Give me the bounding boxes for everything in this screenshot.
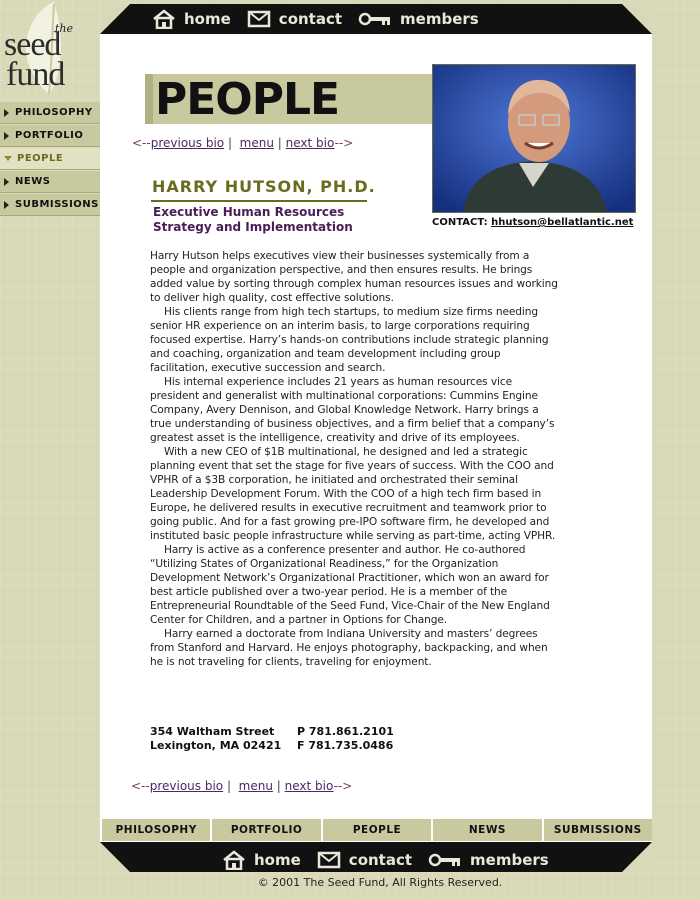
key-icon — [358, 12, 392, 26]
members-label: members — [400, 10, 479, 28]
separator: | — [277, 136, 282, 150]
person-portrait-icon — [433, 65, 635, 212]
bio-paragraph: His internal experience includes 21 years as human resources vice president and generalist with multinational corporations: Cummins Engine Company, Avery Dennison, and Global Knowledge Network. Harry brings a true understanding of business objectives, and a firm belief that a company’s greatest asset is the intelligence, creativity and drive of its employees. — [150, 376, 555, 444]
leftnav-label: NEWS — [15, 176, 51, 187]
bottom-tabs — [102, 819, 652, 841]
envelope-icon — [317, 851, 341, 869]
portrait-photo — [432, 64, 636, 213]
home-label: home — [254, 851, 301, 869]
bottom-members-link[interactable] — [428, 851, 549, 869]
tab-people[interactable]: PEOPLE — [323, 819, 431, 841]
arrow-right-icon — [4, 109, 9, 117]
prev-arrow: <-- — [131, 779, 150, 793]
copyright: © 2001 The Seed Fund, All Rights Reserved. — [257, 876, 503, 889]
bottom-home-link[interactable] — [222, 850, 301, 870]
home-icon — [152, 9, 176, 29]
bio-text — [150, 249, 560, 669]
leftnav-item-news[interactable] — [0, 171, 100, 193]
leftnav-item-people[interactable] — [0, 148, 100, 170]
person-role — [153, 205, 353, 235]
bio-paragraph: His clients range from high tech startups, to medium size firms needing senior HR experience on an interim basis, to large corporations requiring focused expertise. Harry’s hands-on contributions include strategic planning and coaching, organization and team development including group facilitation, executive succession and search. — [150, 306, 549, 374]
key-icon — [428, 853, 462, 867]
contact-label: contact — [348, 851, 413, 869]
address-street: 354 Waltham Street — [150, 725, 275, 738]
next-bio-link[interactable]: next bio — [285, 136, 335, 150]
leftnav-label: PEOPLE — [17, 153, 64, 164]
role-line-2: Strategy and Implementation — [153, 220, 353, 234]
tab-portfolio[interactable]: PORTFOLIO — [212, 819, 320, 841]
logo-fund: fund — [6, 56, 65, 93]
separator: | — [276, 779, 281, 793]
tab-submissions[interactable]: SUBMISSIONS — [544, 819, 652, 841]
left-nav — [0, 102, 100, 217]
tab-news[interactable]: NEWS — [433, 819, 541, 841]
bio-nav-top — [132, 136, 353, 150]
bottom-contact-link[interactable] — [317, 851, 412, 869]
home-label: home — [184, 10, 231, 28]
previous-bio-link[interactable]: previous bio — [150, 136, 225, 150]
logo-the: the — [55, 22, 74, 35]
previous-bio-link[interactable]: previous bio — [149, 779, 224, 793]
arrow-right-icon — [4, 178, 9, 186]
leftnav-label: PHILOSOPHY — [15, 107, 93, 118]
leftnav-item-philosophy[interactable] — [0, 102, 100, 124]
next-arrow: --> — [333, 779, 353, 793]
top-home-link[interactable] — [152, 9, 231, 29]
envelope-icon — [247, 10, 271, 28]
email-link[interactable]: hhutson@bellatlantic.net — [491, 217, 634, 228]
separator: | — [226, 779, 232, 793]
leftnav-label: PORTFOLIO — [15, 130, 84, 141]
bio-paragraph: With a new CEO of $1B multinational, he designed and led a strategic planning event that set the stage for five years of success. With the COO and VPHR of a $3B corporation, he initiated and orchestrated their seminal Leadership Development Forum. With the COO of a high tech firm based in Europe, he delivered results in executive recruitment and teamwork prior to going public. And for a fast growing pre-IPO software firm, he developed and instituted basic people infrastructure while serving as part-time, acting VPHR. — [150, 446, 556, 542]
bio-paragraph: Harry earned a doctorate from Indiana University and masters’ degrees from Stanford and Harvard. He enjoys photography, backpacking, and when he is not traveling for clients, traveling for enjoyment. — [150, 628, 548, 668]
tab-philosophy[interactable]: PHILOSOPHY — [102, 819, 210, 841]
page-title: PEOPLE — [155, 74, 340, 125]
home-icon — [222, 850, 246, 870]
arrow-right-icon — [4, 201, 9, 209]
person-name: HARRY HUTSON, PH.D. — [152, 177, 376, 196]
members-label: members — [470, 851, 549, 869]
contact-line — [432, 217, 633, 228]
prev-arrow: <-- — [132, 136, 151, 150]
menu-link[interactable]: menu — [239, 136, 274, 150]
separator: | — [227, 136, 233, 150]
top-contact-link[interactable] — [247, 10, 342, 28]
bio-nav-bottom — [131, 779, 352, 793]
contact-label: CONTACT: — [432, 217, 488, 228]
role-line-1: Executive Human Resources — [153, 205, 345, 219]
address-fax: F 781.735.0486 — [297, 739, 394, 752]
next-bio-link[interactable]: next bio — [284, 779, 334, 793]
address-block — [150, 725, 394, 753]
contact-label: contact — [278, 10, 343, 28]
next-arrow: --> — [334, 136, 354, 150]
bio-paragraph: Harry is active as a conference presenter and author. He co-authored “Utilizing States of Organizational Readiness,” for the Organization Development Network’s Organizational Practitioner, which won an award for best article published over a two-year period. He is a member of the Entrepreneurial Roundtable of the Seed Fund, Vice-Chair of the New England Center for Children, and a partner in Options for Change. — [150, 544, 550, 626]
address-phone: P 781.861.2101 — [297, 725, 394, 738]
bottom-nav — [222, 845, 565, 875]
address-city: Lexington, MA 02421 — [150, 739, 282, 752]
top-members-link[interactable] — [358, 10, 479, 28]
leftnav-item-portfolio[interactable] — [0, 125, 100, 147]
logo-seed: seed — [4, 26, 61, 63]
arrow-down-icon — [4, 156, 12, 161]
bio-paragraph: Harry Hutson helps executives view their businesses systemically from a people and organization perspective, and then ensures results. He brings added value by sorting through complex human resources issues and working to deliver high quality, cost effective solutions. — [150, 250, 558, 304]
leftnav-label: SUBMISSIONS — [15, 199, 99, 210]
menu-link[interactable]: menu — [238, 779, 273, 793]
leftnav-item-submissions[interactable] — [0, 194, 100, 216]
seed-fund-logo[interactable] — [0, 0, 100, 100]
name-underline — [151, 200, 367, 202]
arrow-right-icon — [4, 132, 9, 140]
top-nav — [152, 4, 495, 34]
